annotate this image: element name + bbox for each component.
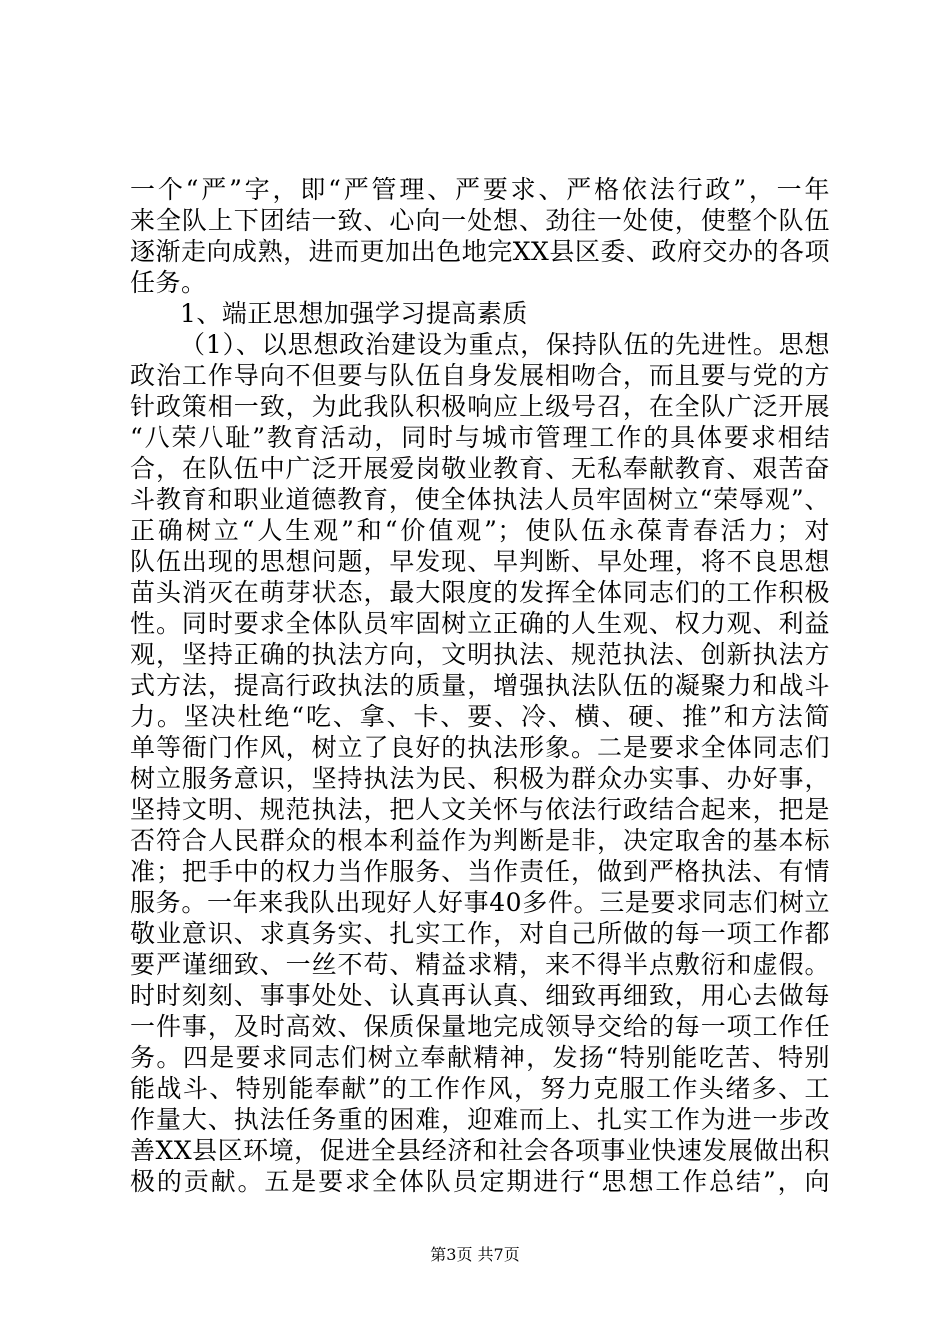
- body-text: [130, 174, 830, 1197]
- text-line: 性。同时要求全体队员牢固树立正确的人生观、权力观、利益: [130, 609, 830, 638]
- text-line: 观，坚持正确的执法方向，文明执法、规范执法、创新执法方: [130, 640, 830, 669]
- text-line: 力。坚决杜绝“吃、拿、卡、要、冷、横、硬、推”和方法简: [130, 702, 830, 731]
- text-line: 任务。: [130, 268, 207, 297]
- text-line: 能战斗、特别能奉献”的工作作风，努力克服工作头绪多、工: [130, 1074, 830, 1103]
- text-line: 作量大、执法任务重的困难，迎难而上、扎实工作为进一步改: [130, 1105, 830, 1134]
- text-line: 单等衙门作风，树立了良好的执法形象。二是要求全体同志们: [130, 733, 830, 762]
- text-line: 逐渐走向成熟，进而更加出色地完XX县区委、政府交办的各项: [130, 237, 830, 266]
- text-line: 服务。一年来我队出现好人好事40多件。三是要求同志们树立: [130, 888, 830, 917]
- text-line: （1）、以思想政治建设为重点，保持队伍的先进性。思想: [180, 330, 830, 359]
- text-line: 政治工作导向不但要与队伍自身发展相吻合，而且要与党的方: [130, 361, 830, 390]
- text-line: 坚持文明、规范执法，把人文关怀与依法行政结合起来，把是: [130, 795, 830, 824]
- text-line: 来全队上下团结一致、心向一处想、劲往一处使，使整个队伍: [130, 206, 830, 235]
- text-line: 苗头消灭在萌芽状态，最大限度的发挥全体同志们的工作积极: [130, 578, 830, 607]
- text-line: 善XX县区环境，促进全县经济和社会各项事业快速发展做出积: [130, 1136, 830, 1165]
- text-line: 务。四是要求同志们树立奉献精神，发扬“特别能吃苦、特别: [130, 1043, 830, 1072]
- text-line: 时时刻刻、事事处处、认真再认真、细致再细致，用心去做每: [130, 981, 830, 1010]
- text-line: 1、端正思想加强学习提高素质: [180, 299, 528, 328]
- text-line: 正确树立“人生观”和“价值观”；使队伍永葆青春活力；对: [130, 516, 830, 545]
- text-line: 树立服务意识，坚持执法为民、积极为群众办实事、办好事，: [130, 764, 830, 793]
- text-line: 式方法，提高行政执法的质量，增强执法队伍的凝聚力和战斗: [130, 671, 830, 700]
- text-line: 合，在队伍中广泛开展爱岗敬业教育、无私奉献教育、艰苦奋: [130, 454, 830, 483]
- text-line: 准；把手中的权力当作服务、当作责任，做到严格执法、有情: [130, 857, 830, 886]
- text-line: 敬业意识、求真务实、扎实工作，对自己所做的每一项工作都: [130, 919, 830, 948]
- page-footer: 第3页 共7页: [430, 1245, 520, 1264]
- text-line: 针政策相一致，为此我队积极响应上级号召，在全队广泛开展: [130, 392, 830, 421]
- text-line: 一件事，及时高效、保质保量地完成领导交给的每一项工作任: [130, 1012, 830, 1041]
- text-line: 否符合人民群众的根本利益作为判断是非，决定取舍的基本标: [130, 826, 830, 855]
- text-line: 极的贡献。五是要求全体队员定期进行“思想工作总结”，向: [130, 1167, 830, 1196]
- text-line: 队伍出现的思想问题，早发现、早判断、早处理，将不良思想: [130, 547, 830, 576]
- text-line: “八荣八耻”教育活动，同时与城市管理工作的具体要求相结: [130, 423, 830, 452]
- text-line: 要严谨细致、一丝不苟、精益求精，来不得半点敷衍和虚假。: [130, 950, 830, 979]
- text-line: 斗教育和职业道德教育，使全体执法人员牢固树立“荣辱观”、: [130, 485, 830, 514]
- text-line: 一个“严”字，即“严管理、严要求、严格依法行政”，一年: [130, 175, 830, 204]
